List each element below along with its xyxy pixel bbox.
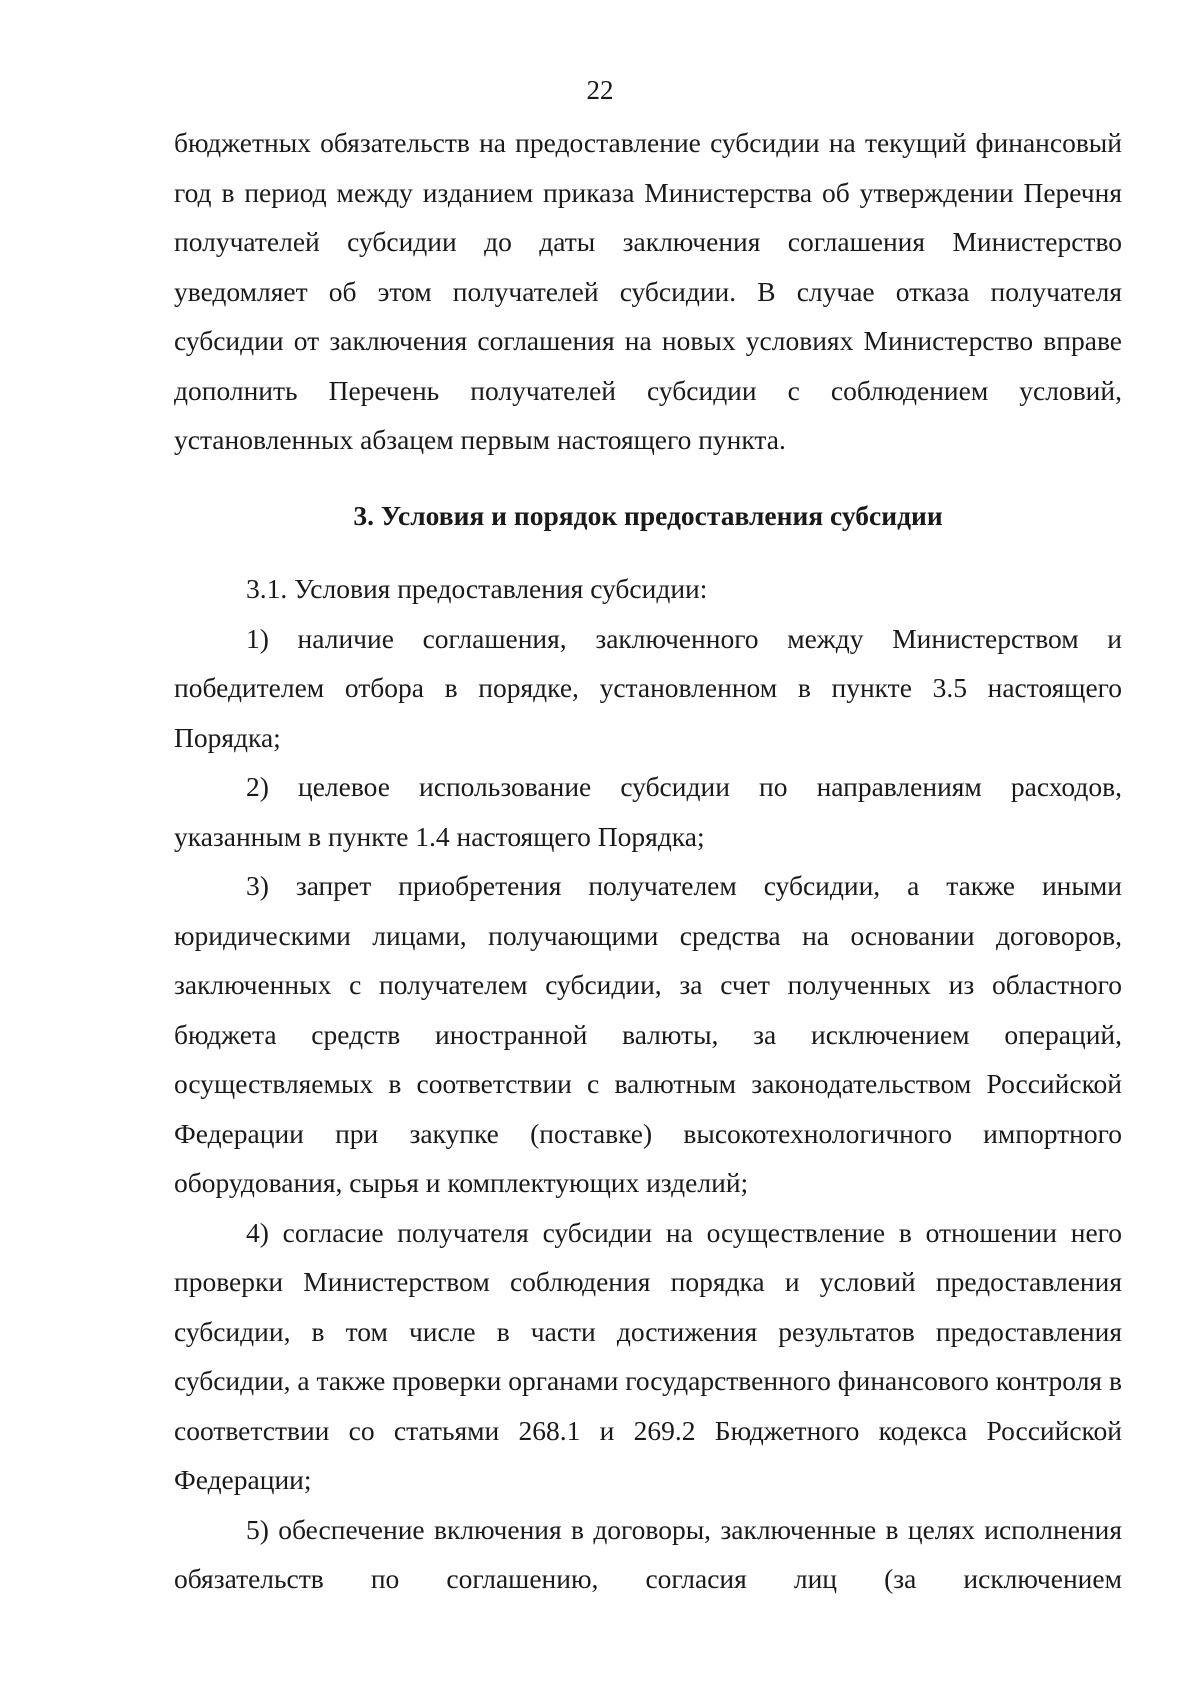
document-body xyxy=(174,118,1122,1604)
section-heading: 3. Условия и порядок предоставления субсидии xyxy=(353,499,943,531)
paragraph-continuation: бюджетных обязательств на предоставление субсидии на текущий финансовый год в период между изданием приказа Министерства об утверждении Перечня получателей субсидии до даты заключения соглашения Министерство уведомляет об этом получателей субсидии. В случае отказа получателя субсидии от заключения соглашения на новых условиях Министерство вправе дополнить Перечень получателей субсидии с соблюдением условий, установленных абзацем первым настоящего пункта. xyxy=(174,127,1122,455)
list-item-4: 4) согласие получателя субсидии на осуществление в отношении него проверки Министерством соблюдения порядка и условий предоставления субсидии, в том числе в части достижения результатов предоставления субсидии, а также проверки органами государственного финансового контроля в соответствии со статьями 268.1 и 269.2 Бюджетного кодекса Российской Федерации; xyxy=(174,1216,1122,1495)
clause-3-1: 3.1. Условия предоставления субсидии: xyxy=(246,573,708,604)
list-item-2: 2) целевое использование субсидии по направлениям расходов, указанным в пункте 1.4 настоящего Порядка; xyxy=(174,771,1122,852)
list-item-3: 3) запрет приобретения получателем субсидии, а также иными юридическими лицами, получающими средства на основании договоров, заключенных с получателем субсидии, за счет полученных из областного бюджета средств иностранной валюты, за исключением операций, осуществляемых в соответствии с валютным законодательством Российской Федерации при закупке (поставке) высокотехнологичного импортного оборудования, сырья и комплектующих изделий; xyxy=(174,870,1122,1198)
list-item-5: 5) обеспечение включения в договоры, заключенные в целях исполнения обязательств по соглашению, согласия лиц (за исключением xyxy=(174,1513,1122,1594)
page-number: 22 xyxy=(586,75,614,105)
list-item-1: 1) наличие соглашения, заключенного между Министерством и победителем отбора в порядке, установленном в пункте 3.5 настоящего Порядка; xyxy=(174,622,1122,753)
